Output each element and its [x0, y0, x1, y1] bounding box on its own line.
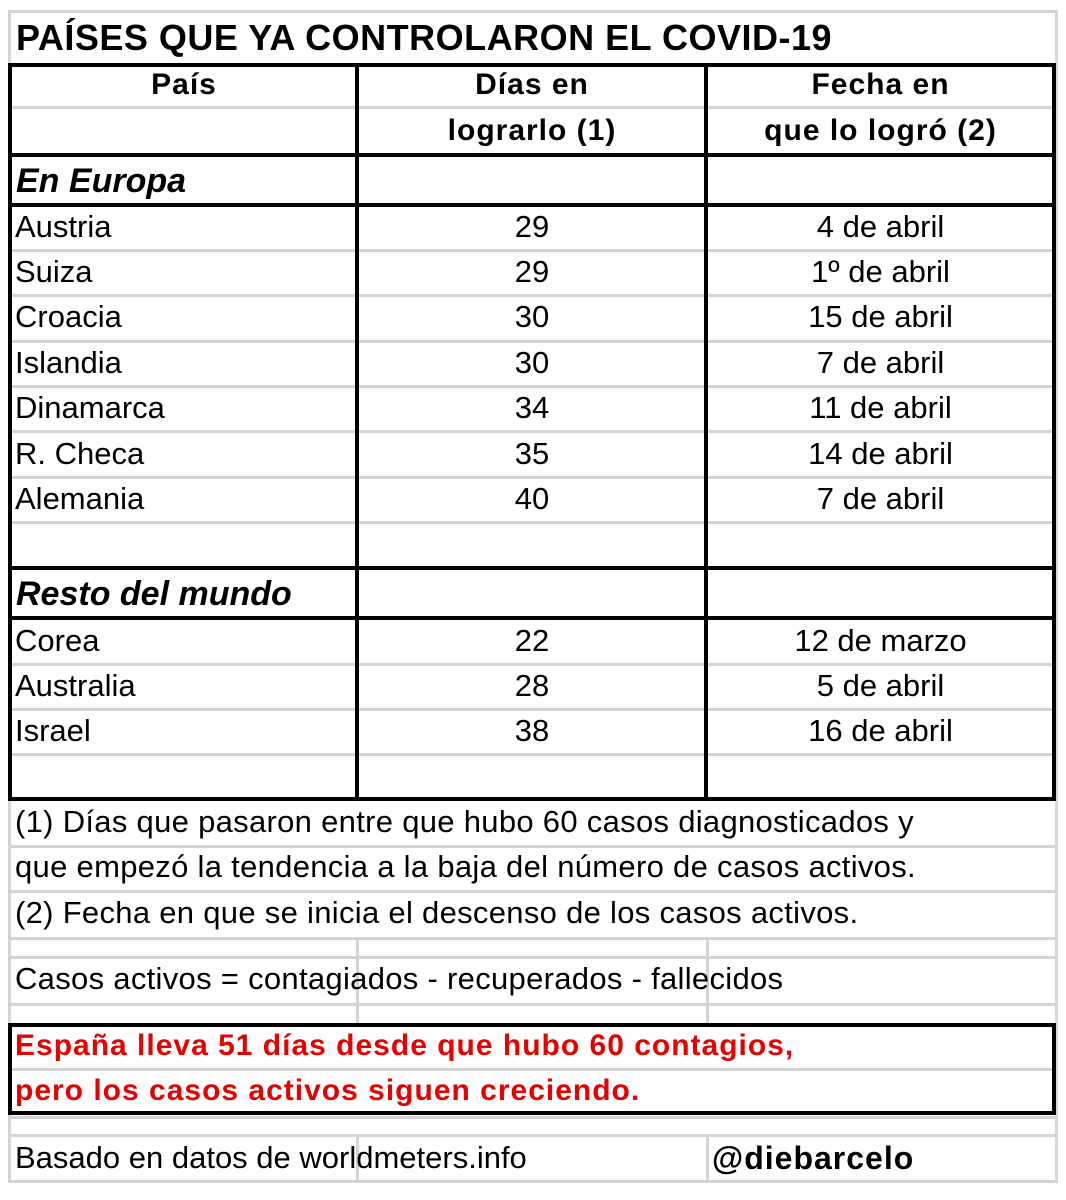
country-cell: R. Checa: [15, 436, 145, 471]
section-europe-label: En Europa: [16, 162, 187, 200]
days-cell: 34: [514, 390, 550, 425]
date-cell: 5 de abril: [816, 668, 945, 703]
country-cell: Islandia: [15, 345, 122, 380]
section-world-label: Resto del mundo: [16, 575, 292, 613]
date-cell: 11 de abril: [809, 390, 952, 425]
days-cell: 30: [514, 299, 550, 334]
country-cell: Alemania: [15, 481, 145, 516]
date-cell: 1º de abril: [811, 254, 950, 289]
date-cell: 15 de abril: [808, 299, 953, 334]
date-cell: 12 de marzo: [794, 623, 967, 658]
note-2: (2) Fecha en que se inicia el descenso de los casos activos.: [15, 895, 859, 930]
date-cell: 16 de abril: [808, 713, 953, 748]
header-country: País: [151, 68, 217, 101]
days-cell: 29: [514, 209, 550, 244]
country-cell: Israel: [15, 713, 91, 748]
header-days-line2: lograrlo (1): [447, 114, 617, 147]
country-cell: Dinamarca: [15, 390, 165, 425]
formula-note: Casos activos = contagiados - recuperados - fallecidos: [15, 961, 784, 996]
days-cell: 30: [514, 345, 550, 380]
days-cell: 29: [514, 254, 550, 289]
days-cell: 22: [514, 623, 550, 658]
country-cell: Croacia: [15, 299, 122, 334]
note-1-line-1: (1) Días que pasaron entre que hubo 60 casos diagnosticados y: [15, 804, 914, 839]
days-cell: 38: [514, 713, 550, 748]
source-credit: Basado en datos de worldmeters.info: [15, 1140, 527, 1175]
date-cell: 4 de abril: [816, 209, 945, 244]
country-cell: Corea: [15, 623, 100, 658]
country-cell: Austria: [15, 209, 112, 244]
days-cell: 40: [514, 481, 550, 516]
spain-highlight-line-1: España lleva 51 días desde que hubo 60 contagios,: [15, 1029, 795, 1062]
date-cell: 7 de abril: [816, 481, 945, 516]
note-1-line-2: que empezó la tendencia a la baja del número de casos activos.: [15, 849, 916, 884]
date-cell: 14 de abril: [808, 436, 953, 471]
sheet-title: PAÍSES QUE YA CONTROLARON EL COVID-19: [16, 17, 832, 58]
spain-highlight-line-2: pero los casos activos siguen creciendo.: [15, 1074, 641, 1107]
header-days-line1: Días en: [475, 68, 589, 101]
date-cell: 7 de abril: [816, 345, 945, 380]
header-date-line2: que lo logró (2): [764, 114, 997, 147]
country-cell: Suiza: [15, 254, 93, 289]
days-cell: 35: [514, 436, 550, 471]
days-cell: 28: [514, 668, 550, 703]
country-cell: Australia: [15, 668, 136, 703]
author-handle: @diebarcelo: [712, 1140, 915, 1176]
header-date-line1: Fecha en: [811, 68, 950, 101]
